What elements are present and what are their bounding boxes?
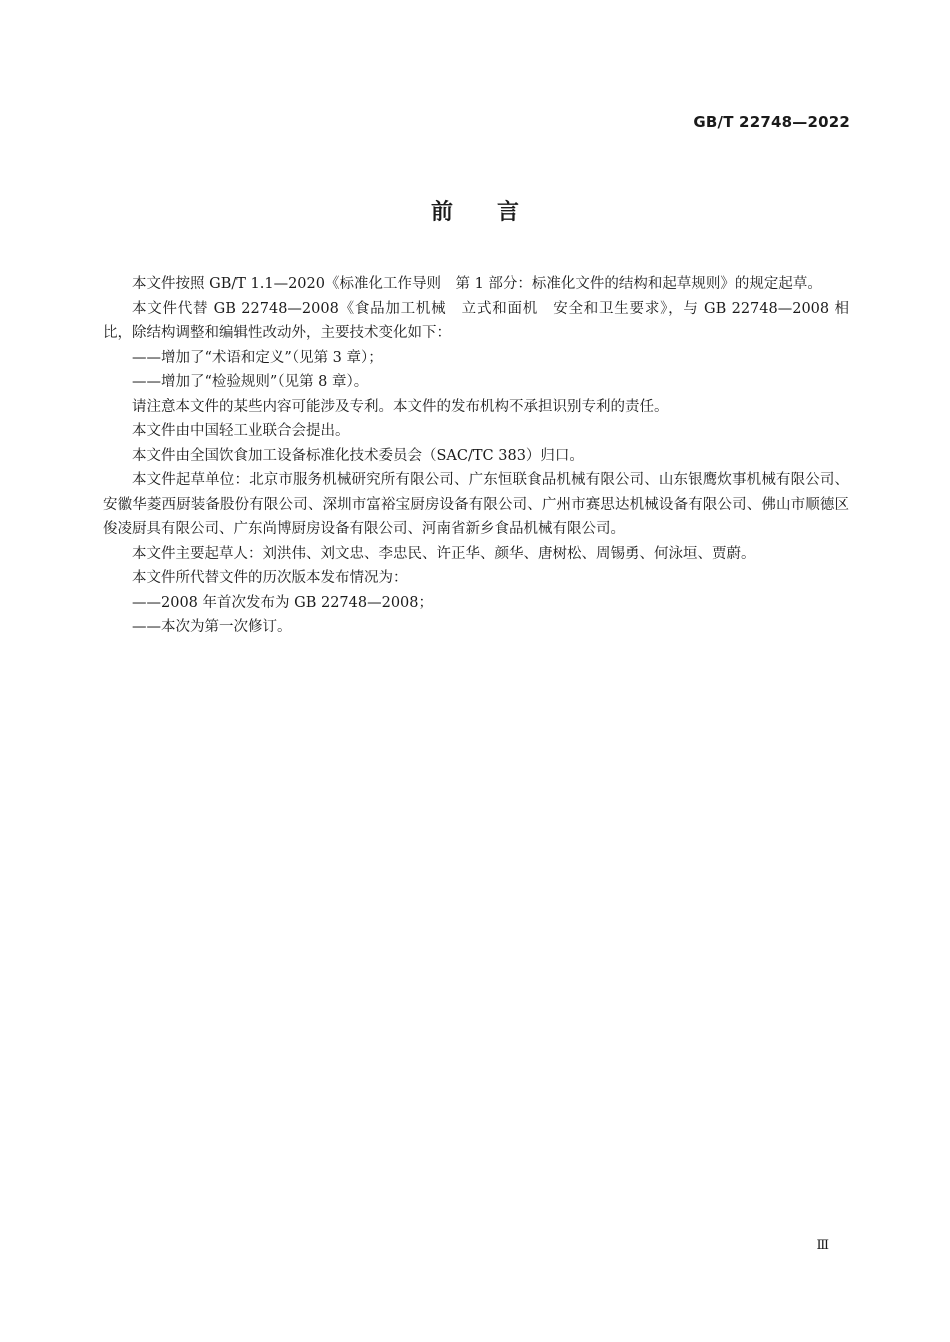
paragraph-patent-notice: 请注意本文件的某些内容可能涉及专利。本文件的发布机构不承担识别专利的责任。 bbox=[132, 398, 669, 415]
paragraph-proposer: 本文件由中国轻工业联合会提出。 bbox=[132, 423, 350, 439]
document-body bbox=[103, 272, 849, 640]
change-item: ——增加了“检验规则”（见第 8 章）。 bbox=[132, 374, 369, 390]
paragraph-history-intro: 本文件所代替文件的历次版本发布情况为： bbox=[132, 570, 408, 586]
history-item: ——2008 年首次发布为 GB 22748—2008； bbox=[132, 594, 433, 611]
paragraph-drafting-rules: 本文件按照 GB/T 1.1—2020《标准化工作导则 第 1 部分：标准化文件的结构和起草规则》的规定起草。 bbox=[132, 276, 822, 292]
change-item: ——增加了“术语和定义”（见第 3 章）； bbox=[132, 349, 383, 366]
history-item: ——本次为第一次修订。 bbox=[132, 619, 292, 635]
paragraph-drafting-units: 本文件起草单位：北京市服务机械研究所有限公司、广东恒联食品机械有限公司、山东银鹰炊事机械有限公司、安徽华菱西厨装备股份有限公司、深圳市富裕宝厨房设备有限公司、广州市赛思达机械设备有限公司、佛山市顺德区俊凌厨具有限公司、广东尚博厨房设备有限公司、河南省新乡食品机械有限公司。 bbox=[103, 472, 849, 537]
standard-code: GB/T 22748—2022 bbox=[693, 113, 850, 131]
paragraph-committee: 本文件由全国饮食加工设备标准化技术委员会（SAC/TC 383）归口。 bbox=[132, 447, 584, 464]
paragraph-drafters: 本文件主要起草人：刘洪伟、刘文忠、李忠民、许正华、颜华、唐树松、周锡勇、何泳垣、贾蔚。 bbox=[132, 545, 756, 562]
page-title: 前言 bbox=[430, 200, 563, 225]
page-number: Ⅲ bbox=[816, 1238, 829, 1253]
paragraph-replaces: 本文件代替 GB 22748—2008《食品加工机械 立式和面机 安全和卫生要求》，与 GB 22748—2008 相比，除结构调整和编辑性改动外，主要技术变化如下： bbox=[103, 300, 849, 341]
